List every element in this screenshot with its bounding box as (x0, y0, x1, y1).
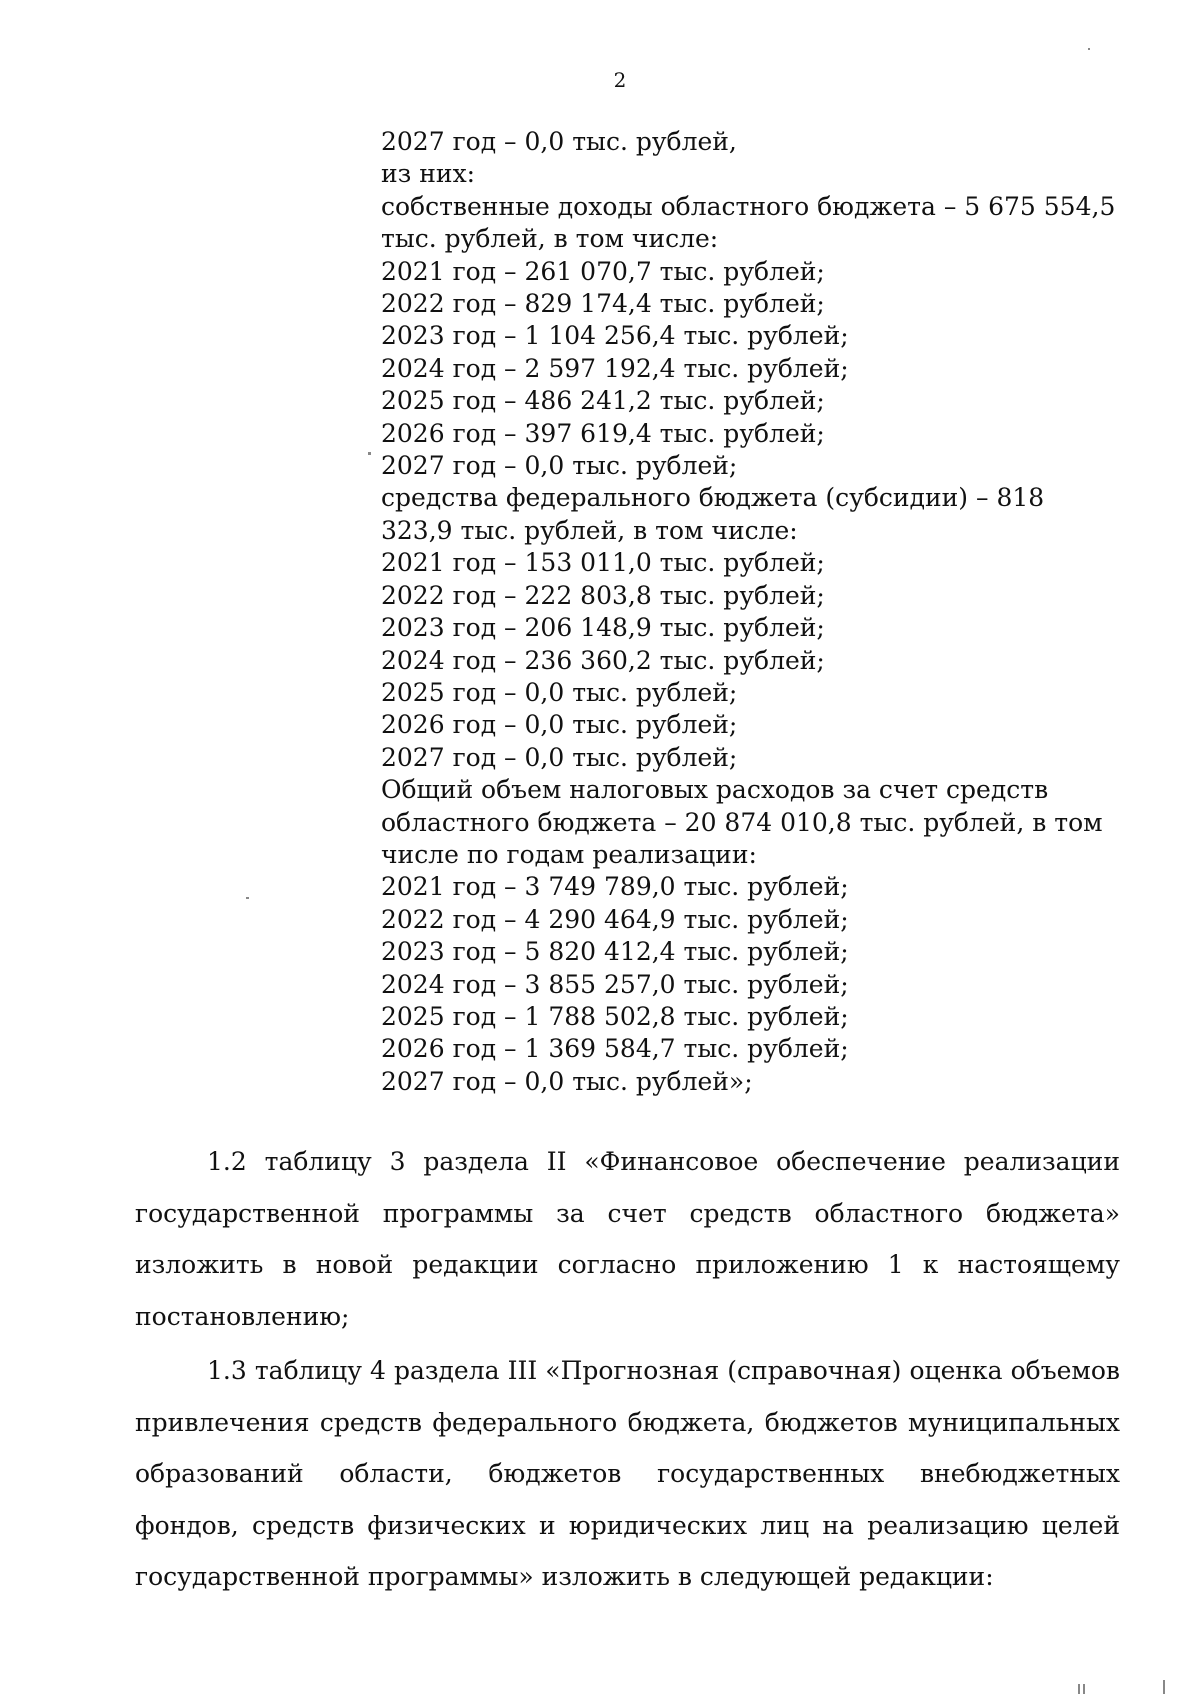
funding-line: собственные доходы областного бюджета – 5 675 554,5 тыс. рублей, в том числе: (381, 191, 1116, 254)
funding-line: 2025 год – 0,0 тыс. рублей; (381, 677, 738, 707)
funding-line: 2025 год – 1 788 502,8 тыс. рублей; (381, 1001, 849, 1031)
body-paragraphs (135, 1136, 1120, 1606)
scan-tick (1083, 1684, 1085, 1694)
scan-tick (1163, 1680, 1165, 1694)
funding-line: 2021 год – 3 749 789,0 тыс. рублей; (381, 872, 849, 902)
funding-line: 2021 год – 261 070,7 тыс. рублей; (381, 256, 825, 286)
funding-line: 2026 год – 1 369 584,7 тыс. рублей; (381, 1034, 849, 1064)
funding-line: 2023 год – 1 104 256,4 тыс. рублей; (381, 321, 849, 351)
funding-line: 2023 год – 206 148,9 тыс. рублей; (381, 613, 825, 643)
funding-line: 2024 год – 2 597 192,4 тыс. рублей; (381, 353, 849, 383)
paragraph-1-3: 1.3 таблицу 4 раздела III «Прогнозная (справочная) оценка объемов привлечения средств федерального бюджета, бюджетов муниципальных образований области, бюджетов государственных внебюджетных фондов, средств физических и юридических лиц на реализацию целей государственной программы» изложить в следующей редакции: (135, 1356, 1120, 1591)
scan-tick (1078, 1684, 1080, 1694)
paragraph-1-2: 1.2 таблицу 3 раздела II «Финансовое обеспечение реализации государственной программы за счет средств областного бюджета» изложить в новой редакции согласно приложению 1 к настоящему постановлению; (135, 1147, 1120, 1331)
funding-line: 2021 год – 153 011,0 тыс. рублей; (381, 548, 825, 578)
funding-details-block (381, 126, 1121, 1098)
funding-line: 2024 год – 3 855 257,0 тыс. рублей; (381, 969, 849, 999)
funding-line: средства федерального бюджета (субсидии) – 818 323,9 тыс. рублей, в том числе: (381, 483, 1045, 545)
funding-line: 2027 год – 0,0 тыс. рублей; (381, 451, 738, 481)
funding-line: 2026 год – 397 619,4 тыс. рублей; (381, 418, 825, 448)
funding-line: 2025 год – 486 241,2 тыс. рублей; (381, 386, 825, 416)
funding-line: 2022 год – 4 290 464,9 тыс. рублей; (381, 904, 849, 934)
funding-line: 2024 год – 236 360,2 тыс. рублей; (381, 645, 825, 675)
funding-line: 2027 год – 0,0 тыс. рублей; (381, 742, 738, 772)
funding-line: 2023 год – 5 820 412,4 тыс. рублей; (381, 937, 849, 967)
funding-line: Общий объем налоговых расходов за счет средств областного бюджета – 20 874 010,8 тыс. рублей, в том числе по годам реализации: (381, 775, 1103, 869)
funding-line: 2026 год – 0,0 тыс. рублей; (381, 710, 738, 740)
funding-line: 2027 год – 0,0 тыс. рублей, (381, 127, 737, 156)
funding-line: 2022 год – 829 174,4 тыс. рублей; (381, 289, 825, 319)
scan-speck (368, 452, 371, 455)
page-number: 2 (613, 68, 627, 92)
scan-speck (246, 897, 249, 899)
scan-speck (1088, 48, 1090, 50)
funding-line: 2022 год – 222 803,8 тыс. рублей; (381, 580, 825, 610)
funding-line: 2027 год – 0,0 тыс. рублей»; (381, 1066, 753, 1096)
funding-line: из них: (381, 159, 476, 189)
